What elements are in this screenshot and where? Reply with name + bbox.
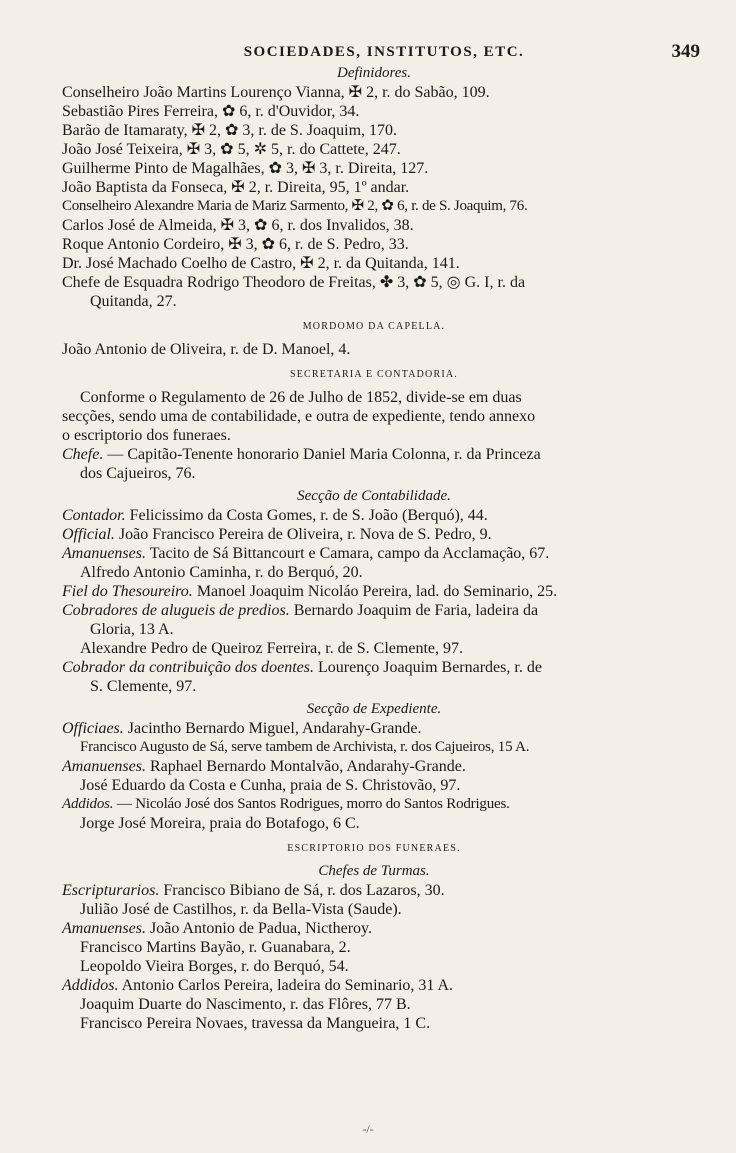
expediente-list bbox=[62, 719, 686, 833]
entry-text: Tacito de Sá Bittancourt e Camara, campo da Acclamação, 67. bbox=[145, 545, 550, 562]
paragraph-line: secções, sendo uma de contabilidade, e outra de expediente, tendo annexo bbox=[62, 408, 536, 425]
entry-text: Francisco Augusto de Sá, serve tambem de Archivista, r. dos Cajueiros, 15 A. bbox=[80, 739, 530, 755]
entry-label: Chefe. bbox=[62, 446, 104, 463]
definidor-line: João José Teixeira, ✠ 3, ✿ 5, ✲ 5, r. do Cattete, 247. bbox=[62, 141, 401, 158]
entry-line bbox=[62, 795, 686, 814]
turmas-heading: Chefes de Turmas. bbox=[318, 863, 430, 879]
definidor-line: Chefe de Esquadra Rodrigo Theodoro de Freitas, ✤ 3, ✿ 5, ◎ G. I, r. da bbox=[62, 274, 526, 291]
paragraph-line: Conforme o Regulamento de 26 de Julho de 1852, divide-se em duas bbox=[80, 389, 522, 406]
entry-label: Amanuenses. bbox=[62, 920, 146, 937]
page-number: 349 bbox=[671, 41, 700, 62]
entry-line bbox=[62, 738, 686, 757]
chefe-entry-cont: dos Cajueiros, 76. bbox=[80, 465, 196, 482]
entry-text: Jorge José Moreira, praia do Botafogo, 6 C. bbox=[80, 815, 360, 832]
definidores-list bbox=[62, 83, 686, 311]
entry-line bbox=[62, 525, 686, 544]
entry-text: Alfredo Antonio Caminha, r. do Berquó, 20. bbox=[80, 564, 363, 581]
entry-text: Raphael Bernardo Montalvão, Andarahy-Grande. bbox=[145, 758, 466, 775]
entry-line bbox=[62, 881, 686, 900]
entry-line bbox=[62, 719, 686, 738]
entry-label: Addidos. bbox=[62, 796, 114, 812]
entry-line bbox=[62, 976, 686, 995]
contabilidade-heading: Secção de Contabilidade. bbox=[297, 488, 451, 504]
entry-label: Contador. bbox=[62, 507, 126, 524]
entry-line bbox=[62, 658, 686, 677]
entry-line bbox=[62, 814, 686, 833]
definidor-line-cont: Quitanda, 27. bbox=[90, 293, 177, 310]
definidor-line: Carlos José de Almeida, ✠ 3, ✿ 6, r. dos Invalidos, 38. bbox=[62, 217, 414, 234]
secretaria-heading: SECRETARIA E CONTADORIA. bbox=[289, 369, 459, 380]
escriptorio-list bbox=[62, 881, 686, 1033]
entry-text: — Capitão-Tenente honorario Daniel Maria Colonna, r. da Princeza bbox=[103, 446, 541, 463]
entry-text: Jacintho Bernardo Miguel, Andarahy-Grande. bbox=[123, 720, 422, 737]
escriptorio-heading: ESCRIPTORIO DOS FUNERAES. bbox=[287, 843, 461, 854]
definidor-line: Sebastião Pires Ferreira, ✿ 6, r. d'Ouvidor, 34. bbox=[62, 103, 360, 120]
entry-label: Officiaes. bbox=[62, 720, 124, 737]
entry-line bbox=[62, 506, 686, 525]
mordomo-heading: MORDOMO DA CAPELLA. bbox=[302, 321, 446, 332]
entry-line bbox=[62, 957, 686, 976]
chefe-entry bbox=[62, 445, 686, 464]
entry-text: S. Clemente, 97. bbox=[90, 678, 197, 695]
entry-line bbox=[62, 544, 686, 563]
entry-label: Cobradores de alugueis de predios. bbox=[62, 602, 290, 619]
entry-text: Alexandre Pedro de Queiroz Ferreira, r. de S. Clemente, 97. bbox=[80, 640, 463, 657]
mordomo-entry: João Antonio de Oliveira, r. de D. Manoel, 4. bbox=[62, 341, 351, 358]
entry-text: Francisco Pereira Novaes, travessa da Mangueira, 1 C. bbox=[80, 1015, 431, 1032]
expediente-heading: Secção de Expediente. bbox=[306, 701, 442, 717]
entry-line bbox=[62, 757, 686, 776]
entry-line bbox=[62, 995, 686, 1014]
entry-label: Amanuenses. bbox=[62, 545, 146, 562]
entry-label: Fiel do Thesoureiro. bbox=[62, 583, 193, 600]
entry-label: Amanuenses. bbox=[62, 758, 146, 775]
entry-line bbox=[62, 776, 686, 795]
entry-text: — Nicoláo José dos Santos Rodrigues, morro do Santos Rodrigues. bbox=[113, 796, 510, 812]
entry-text: Lourenço Joaquim Bernardes, r. de bbox=[314, 659, 542, 676]
definidor-line: Roque Antonio Cordeiro, ✠ 3, ✿ 6, r. de S. Pedro, 33. bbox=[62, 236, 409, 253]
entry-line bbox=[62, 1014, 686, 1033]
entry-label: Escripturarios. bbox=[62, 882, 160, 899]
entry-text: Julião José de Castilhos, r. da Bella-Vista (Saude). bbox=[80, 901, 402, 918]
entry-line bbox=[62, 919, 686, 938]
entry-line bbox=[62, 563, 686, 582]
page-header bbox=[62, 40, 700, 64]
entry-text: Gloria, 13 A. bbox=[90, 621, 174, 638]
definidor-line: Barão de Itamaraty, ✠ 2, ✿ 3, r. de S. Joaquim, 170. bbox=[62, 122, 398, 139]
definidor-line: João Baptista da Fonseca, ✠ 2, r. Direita, 95, 1º andar. bbox=[62, 179, 410, 196]
entry-line bbox=[62, 900, 686, 919]
entry-text: Francisco Martins Bayão, r. Guanabara, 2. bbox=[80, 939, 351, 956]
entry-line bbox=[62, 938, 686, 957]
entry-text: João Antonio de Padua, Nictheroy. bbox=[145, 920, 373, 937]
entry-text: Bernardo Joaquim de Faria, ladeira da bbox=[289, 602, 539, 619]
footer-mark: -/- bbox=[362, 1122, 374, 1136]
entry-line bbox=[62, 620, 686, 639]
definidor-line: Conselheiro João Martins Lourenço Vianna, ✠ 2, r. do Sabão, 109. bbox=[62, 84, 490, 101]
entry-label: Official. bbox=[62, 526, 115, 543]
entry-text: José Eduardo da Costa e Cunha, praia de S. Christovão, 97. bbox=[80, 777, 461, 794]
entry-line bbox=[62, 601, 686, 620]
entry-text: Joaquim Duarte do Nascimento, r. das Flôres, 77 B. bbox=[80, 996, 411, 1013]
definidor-line: Conselheiro Alexandre Maria de Mariz Sarmento, ✠ 2, ✿ 6, r. de S. Joaquim, 76. bbox=[62, 198, 528, 214]
secretaria-paragraph bbox=[62, 388, 686, 445]
entry-label: Addidos. bbox=[62, 977, 119, 994]
paragraph-line: o escriptorio dos funeraes. bbox=[62, 427, 231, 444]
entry-label: Cobrador da contribuição dos doentes. bbox=[62, 659, 314, 676]
entry-text: João Francisco Pereira de Oliveira, r. Nova de S. Pedro, 9. bbox=[114, 526, 492, 543]
entry-text: Antonio Carlos Pereira, ladeira do Seminario, 31 A. bbox=[118, 977, 454, 994]
entry-line bbox=[62, 639, 686, 658]
definidor-line: Dr. José Machado Coelho de Castro, ✠ 2, r. da Quitanda, 141. bbox=[62, 255, 460, 272]
running-title: SOCIEDADES, INSTITUTOS, ETC. bbox=[243, 44, 525, 60]
entry-text: Francisco Bibiano de Sá, r. dos Lazaros, 30. bbox=[159, 882, 445, 899]
definidores-heading: Definidores. bbox=[336, 65, 412, 81]
entry-text: Felicissimo da Costa Gomes, r. de S. João (Berquó), 44. bbox=[125, 507, 488, 524]
entry-text: Leopoldo Vieira Borges, r. do Berquó, 54. bbox=[80, 958, 349, 975]
definidor-line: Guilherme Pinto de Magalhães, ✿ 3, ✠ 3, r. Direita, 127. bbox=[62, 160, 429, 177]
entry-line bbox=[62, 582, 686, 601]
entry-line bbox=[62, 677, 686, 696]
entry-text: Manoel Joaquim Nicoláo Pereira, lad. do Seminario, 25. bbox=[192, 583, 558, 600]
contabilidade-list bbox=[62, 506, 686, 696]
